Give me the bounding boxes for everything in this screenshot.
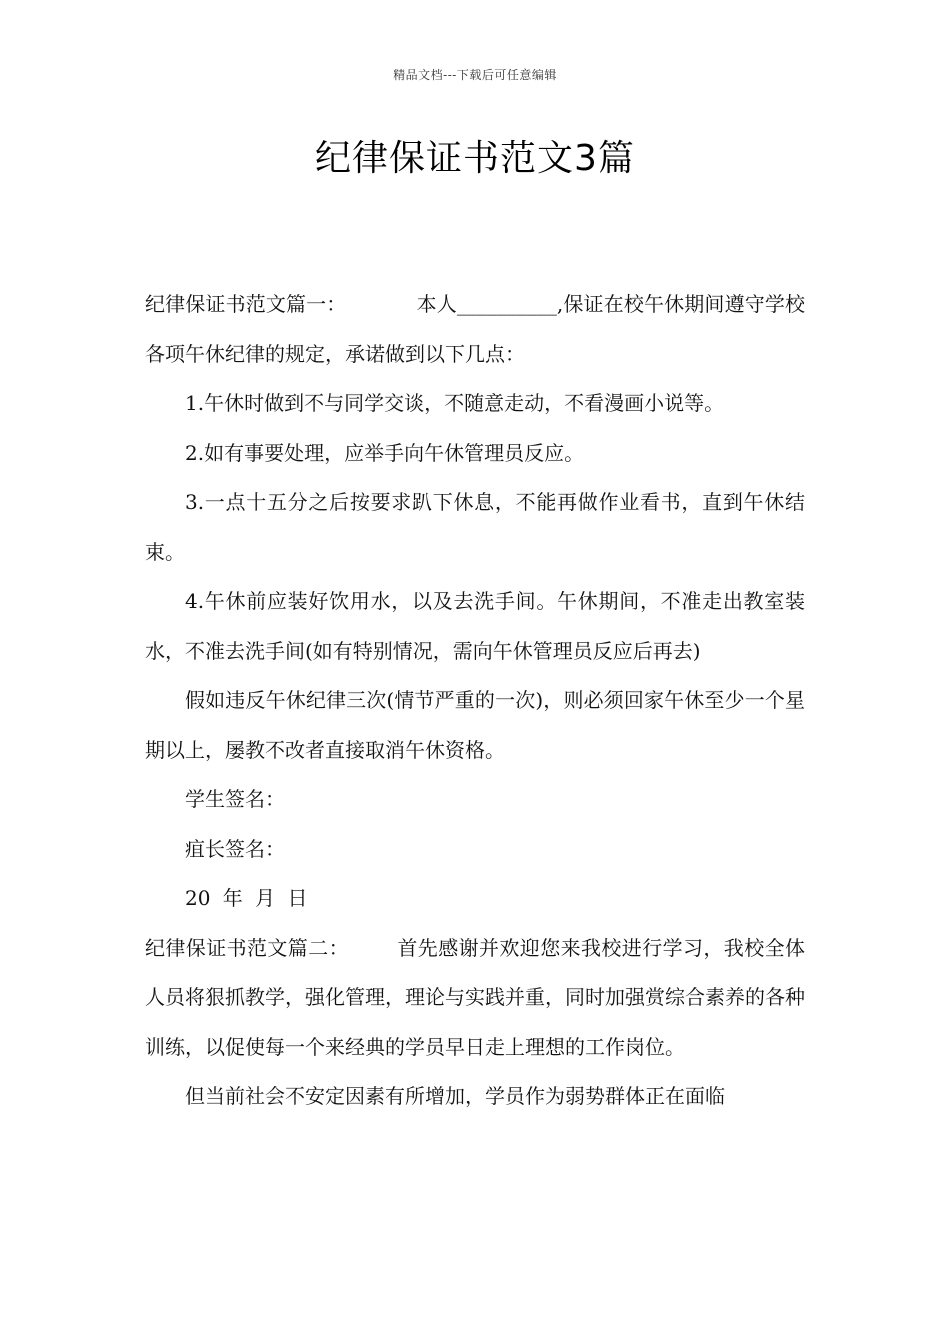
rule-item-3: 3.一点十五分之后按要求趴下休息，不能再做作业看书，直到午休结束。 <box>145 490 805 564</box>
document-title: 纪律保证书范文3篇 <box>315 138 635 179</box>
rule-item-4: 4.午休前应装好饮用水，以及去洗手间。午休期间，不准走出教室装水，不准去洗手间(如有特别情况，需向午休管理员反应后再去) <box>145 589 805 663</box>
section1-heading: 纪律保证书范文篇一： <box>145 292 347 316</box>
header-note: 精品文档---下载后可任意编辑 <box>393 68 557 82</box>
penalty-paragraph: 假如违反午休纪律三次(情节严重的一次)，则必须回家午休至少一个星期以上，屡教不改者直接取消午休资格。 <box>145 688 805 762</box>
section2-heading: 纪律保证书范文篇二： <box>145 935 349 960</box>
section2-para2: 但当前社会不安定因素有所增加，学员作为弱势群体正在面临 <box>185 1084 725 1108</box>
rule-item-2: 2.如有事要处理，应举手向午休管理员反应。 <box>185 440 585 465</box>
monitor-signature-line: 疽长签名： <box>185 836 285 861</box>
section1-intro-paragraph <box>145 280 805 379</box>
student-signature-line: 学生签名： <box>185 787 285 811</box>
date-line: 20 年 月 日 <box>185 886 308 910</box>
document-body <box>145 280 805 1122</box>
section1-intro-a: 本人 <box>416 292 457 316</box>
section1-intro-b: ,保证在校午休期间遵守学校各项午休纪律的规定，承诺做到以下几点： <box>145 292 806 366</box>
rule-item-1: 1.午休时做到不与同学交谈，不随意走动，不看漫画小说等。 <box>185 391 725 415</box>
name-blank: __________ <box>456 292 557 316</box>
section2-para1: 首先感谢并欢迎您来我校进行学习，我校全体人员将狠抓教学，强化管理，理论与实践并重，同时加强赏综合素养的各种训练，以促使每一个来经典的学员早日走上理想的工作岗位。 <box>145 935 805 1059</box>
section2-intro-paragraph <box>145 924 805 1073</box>
